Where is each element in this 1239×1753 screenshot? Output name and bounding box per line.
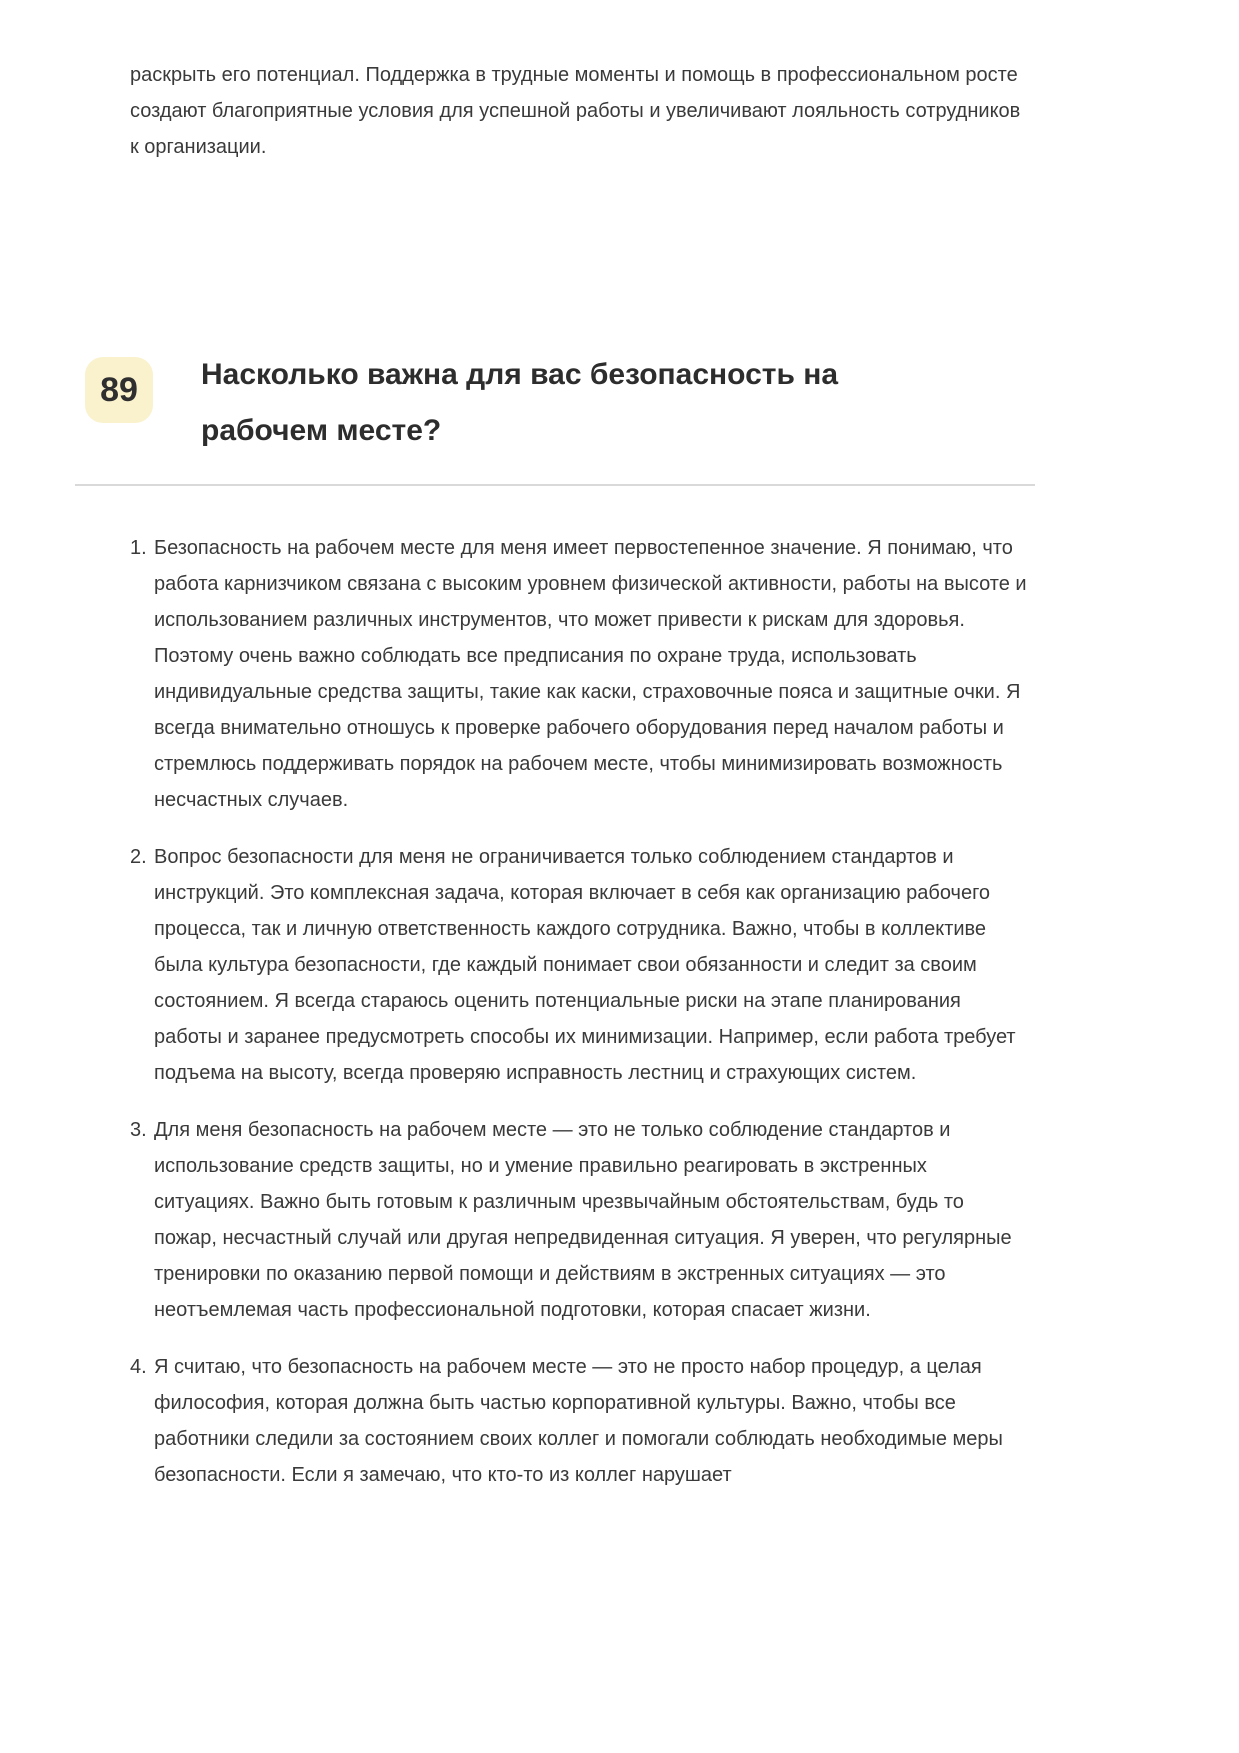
answer-text: Для меня безопасность на рабочем месте — это не только соблюдение стандартов и использование средств защиты, но и умение правильно реагировать в экстренных ситуациях. Важно быть готовым к различным чрезвычайным обстоятельствам, будь то пожар, несчастный случай или другая непредвиденная ситуация. Я уверен, что регулярные тренировки по оказанию первой помощи и действиям в экстренных ситуациях — это неотъемлемая часть профессиональной подготовки, которая спасает жизни. <box>154 1119 1012 1321</box>
answer-item-3 <box>130 1112 1030 1328</box>
answer-number: 4. <box>130 1356 147 1378</box>
answer-text: Вопрос безопасности для меня не ограничивается только соблюдением стандартов и инструкций. Это комплексная задача, которая включает в себя как организацию рабочего процесса, так и личную ответственность каждого сотрудника. Важно, чтобы в коллективе была культура безопасности, где каждый понимает свои обязанности и следит за своим состоянием. Я всегда стараюсь оценить потенциальные риски на этапе планирования работы и заранее предусмотреть способы их минимизации. Например, если работа требует подъема на высоту, всегда проверяю исправность лестниц и страхующих систем. <box>154 846 1016 1084</box>
answer-number: 2. <box>130 846 147 868</box>
answer-text: Я считаю, что безопасность на рабочем месте — это не просто набор процедур, а целая философия, которая должна быть частью корпоративной культуры. Важно, чтобы все работники следили за состоянием своих коллег и помогали соблюдать необходимые меры безопасности. Если я замечаю, что кто-то из коллег нарушает <box>154 1356 1003 1486</box>
answer-item-4 <box>130 1349 1030 1493</box>
answer-item-2 <box>130 839 1030 1091</box>
question-number-badge: 89 <box>85 357 153 423</box>
question-header <box>85 347 1030 458</box>
answer-number: 3. <box>130 1119 147 1141</box>
intro-paragraph: раскрыть его потенциал. Поддержка в трудные моменты и помощь в профессиональном росте создают благоприятные условия для успешной работы и увеличивают лояльность сотрудников к организации. <box>130 64 1021 158</box>
answers-list <box>130 530 1030 1493</box>
answer-number: 1. <box>130 537 147 559</box>
answer-item-1 <box>130 530 1030 818</box>
section-divider <box>75 484 1035 486</box>
question-title: Насколько важна для вас безопасность на рабочем месте? <box>201 358 839 447</box>
answer-text: Безопасность на рабочем месте для меня имеет первостепенное значение. Я понимаю, что работа карнизчиком связана с высоким уровнем физической активности, работы на высоте и использованием различных инструментов, что может привести к рискам для здоровья. Поэтому очень важно соблюдать все предписания по охране труда, использовать индивидуальные средства защиты, такие как каски, страховочные пояса и защитные очки. Я всегда внимательно отношусь к проверке рабочего оборудования перед началом работы и стремлюсь поддерживать порядок на рабочем месте, чтобы минимизировать возможность несчастных случаев. <box>154 537 1027 811</box>
